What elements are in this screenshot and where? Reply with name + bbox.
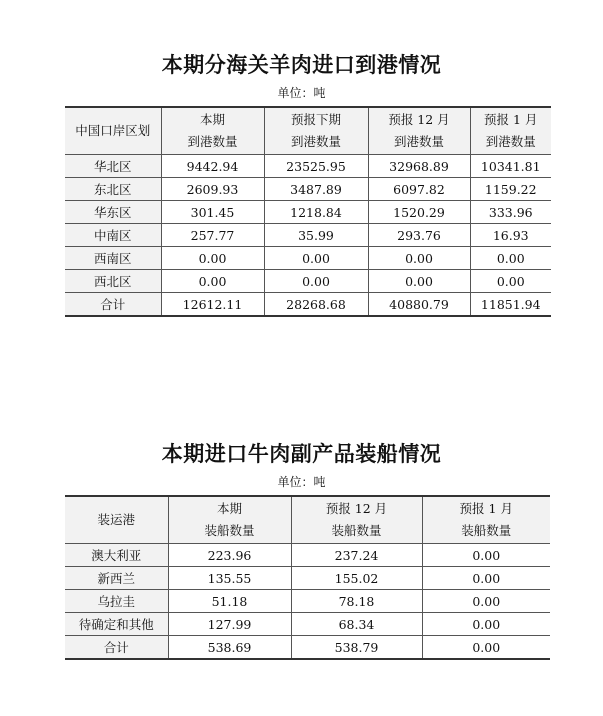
header-line: 装船数量	[331, 523, 382, 538]
table-row	[65, 590, 550, 613]
value-cell: 28268.68	[264, 293, 368, 317]
header-line: 装运港	[97, 512, 135, 527]
region-cell: 华东区	[65, 201, 161, 224]
value-cell: 0.00	[368, 270, 470, 293]
beef-offal-shipment-table	[65, 495, 550, 660]
table-row	[65, 270, 551, 293]
port-cell: 澳大利亚	[65, 544, 168, 567]
table2-header-cell	[291, 496, 422, 544]
value-cell: 12612.11	[161, 293, 264, 317]
region-cell: 东北区	[65, 178, 161, 201]
value-cell: 301.45	[161, 201, 264, 224]
value-cell: 0.00	[161, 270, 264, 293]
region-cell: 西北区	[65, 270, 161, 293]
table2-header-row	[65, 496, 550, 544]
value-cell: 0.00	[470, 247, 551, 270]
value-cell: 538.69	[168, 636, 291, 660]
value-cell: 2609.93	[161, 178, 264, 201]
mutton-import-table	[65, 106, 551, 317]
table-row	[65, 224, 551, 247]
table-row-total	[65, 636, 550, 660]
value-cell: 6097.82	[368, 178, 470, 201]
value-cell: 237.24	[291, 544, 422, 567]
table1-header-cell	[161, 107, 264, 155]
table2-unit: 单位：吨	[277, 475, 326, 489]
header-line: 到港数量	[187, 134, 238, 149]
header-line: 预报 1 月	[459, 501, 513, 516]
section-beef-offal-shipments	[0, 441, 603, 467]
value-cell: 0.00	[422, 567, 550, 590]
table-row-total	[65, 293, 551, 317]
header-line: 中国口岸区划	[75, 123, 151, 138]
port-cell: 乌拉圭	[65, 590, 168, 613]
value-cell: 538.79	[291, 636, 422, 660]
value-cell: 68.34	[291, 613, 422, 636]
value-cell: 0.00	[422, 636, 550, 660]
value-cell: 0.00	[422, 590, 550, 613]
header-line: 装船数量	[461, 523, 512, 538]
header-line: 预报 12 月	[388, 112, 450, 127]
value-cell: 135.55	[168, 567, 291, 590]
value-cell: 0.00	[422, 613, 550, 636]
value-cell: 0.00	[470, 270, 551, 293]
table2-header-cell	[168, 496, 291, 544]
section-mutton-imports	[0, 52, 603, 78]
total-label-cell: 合计	[65, 636, 168, 660]
table2-unit-wrap	[0, 474, 603, 490]
table-row	[65, 567, 550, 590]
total-label-cell: 合计	[65, 293, 161, 317]
table-row	[65, 201, 551, 224]
table1-header-cell	[65, 107, 161, 155]
header-line: 到港数量	[485, 134, 536, 149]
table-row	[65, 544, 550, 567]
value-cell: 32968.89	[368, 155, 470, 178]
header-line: 预报 12 月	[325, 501, 388, 516]
value-cell: 1520.29	[368, 201, 470, 224]
value-cell: 51.18	[168, 590, 291, 613]
value-cell: 155.02	[291, 567, 422, 590]
header-line: 预报下期	[290, 112, 341, 127]
value-cell: 0.00	[368, 247, 470, 270]
value-cell: 78.18	[291, 590, 422, 613]
value-cell: 0.00	[422, 544, 550, 567]
value-cell: 9442.94	[161, 155, 264, 178]
header-line: 装船数量	[204, 523, 255, 538]
table-row	[65, 247, 551, 270]
value-cell: 127.99	[168, 613, 291, 636]
port-cell: 新西兰	[65, 567, 168, 590]
value-cell: 23525.95	[264, 155, 368, 178]
region-cell: 西南区	[65, 247, 161, 270]
value-cell: 0.00	[264, 247, 368, 270]
value-cell: 0.00	[264, 270, 368, 293]
value-cell: 0.00	[161, 247, 264, 270]
table-row	[65, 155, 551, 178]
table2-header-cell	[422, 496, 550, 544]
value-cell: 40880.79	[368, 293, 470, 317]
header-line: 本期	[216, 501, 242, 516]
value-cell: 1159.22	[470, 178, 551, 201]
region-cell: 中南区	[65, 224, 161, 247]
value-cell: 293.76	[368, 224, 470, 247]
table1-header-row	[65, 107, 551, 155]
table1-header-cell	[470, 107, 551, 155]
value-cell: 3487.89	[264, 178, 368, 201]
table2-header-cell	[65, 496, 168, 544]
value-cell: 10341.81	[470, 155, 551, 178]
table1-header-cell	[368, 107, 470, 155]
value-cell: 11851.94	[470, 293, 551, 317]
header-line: 预报 1 月	[484, 112, 538, 127]
table1-header-cell	[264, 107, 368, 155]
table1-unit-wrap	[0, 85, 603, 101]
table-row	[65, 178, 551, 201]
value-cell: 257.77	[161, 224, 264, 247]
header-line: 到港数量	[393, 134, 444, 149]
header-line: 本期	[199, 112, 225, 127]
value-cell: 223.96	[168, 544, 291, 567]
table-row	[65, 613, 550, 636]
table1-unit: 单位：吨	[277, 86, 326, 100]
value-cell: 35.99	[264, 224, 368, 247]
header-line: 到港数量	[290, 134, 341, 149]
table2-title: 本期进口牛肉副产品装船情况	[161, 442, 442, 466]
table1-title: 本期分海关羊肉进口到港情况	[161, 53, 442, 77]
value-cell: 333.96	[470, 201, 551, 224]
port-cell: 待确定和其他	[65, 613, 168, 636]
value-cell: 1218.84	[264, 201, 368, 224]
value-cell: 16.93	[470, 224, 551, 247]
region-cell: 华北区	[65, 155, 161, 178]
